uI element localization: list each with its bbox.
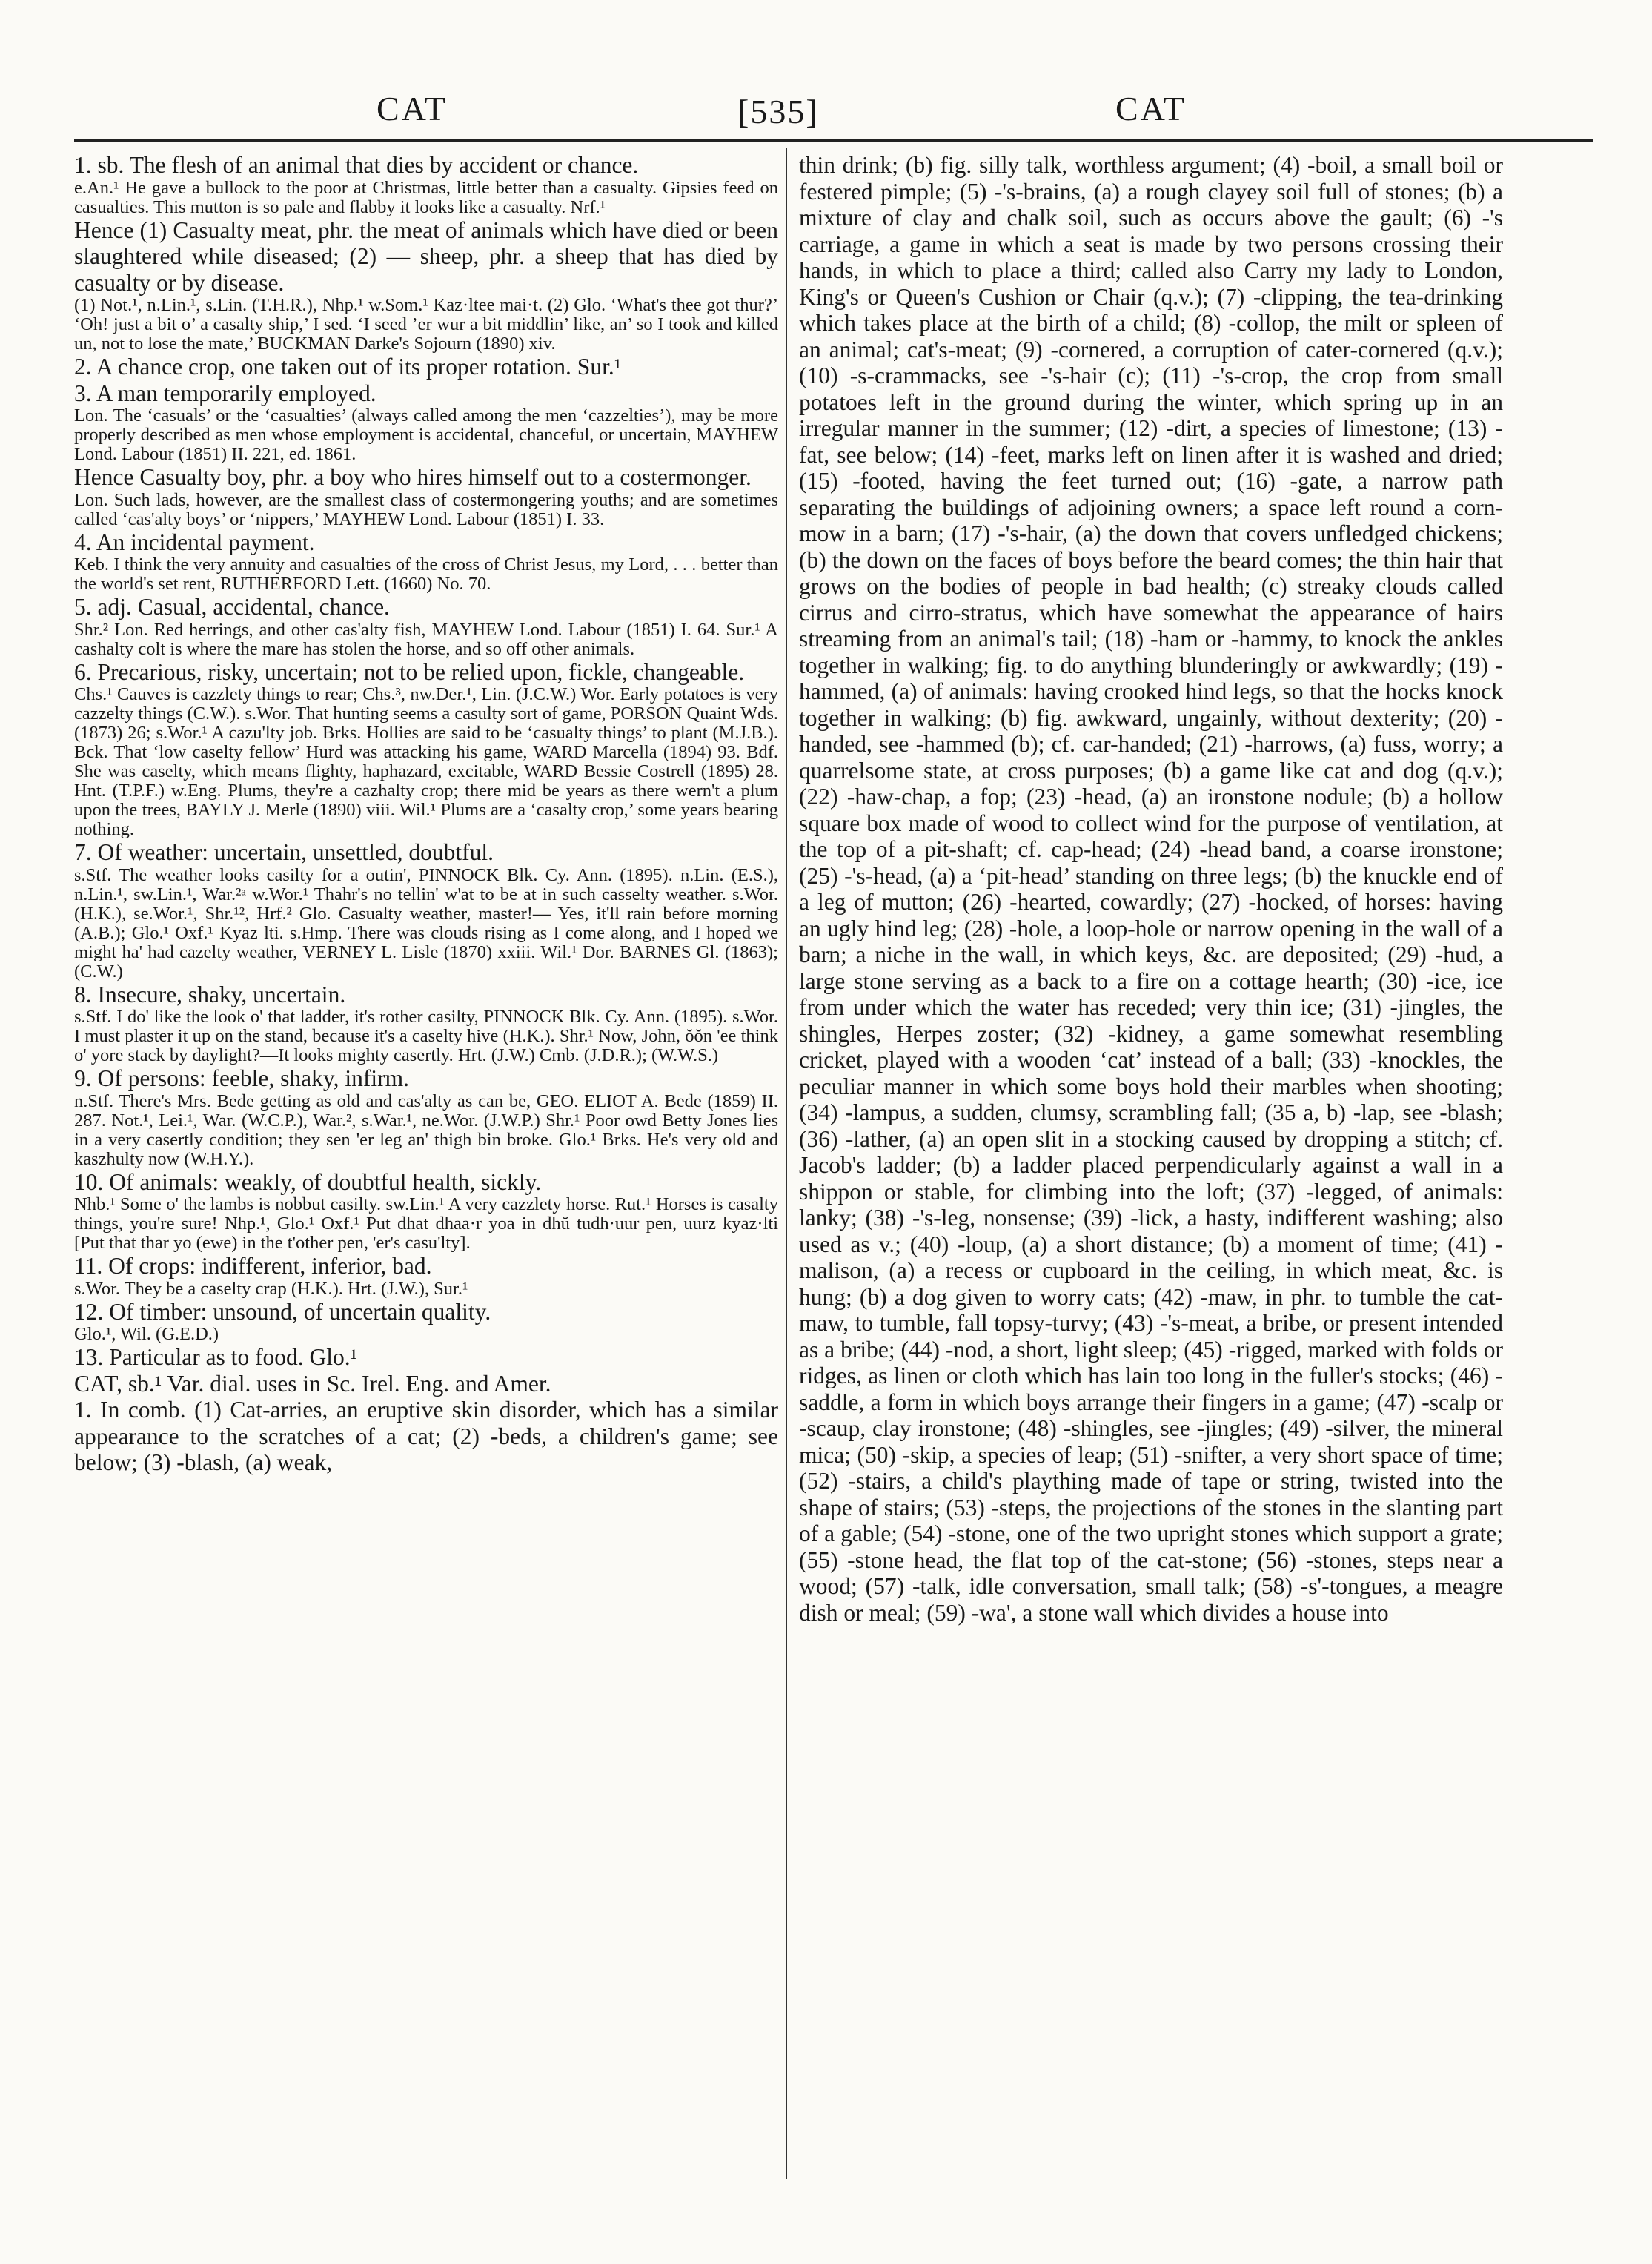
definition-paragraph: 5. adj. Casual, accidental, chance. — [74, 594, 390, 620]
column-divider — [786, 148, 787, 2179]
definition-paragraph: thin drink; (b) fig. silly talk, worthless argument; (4) -boil, a small boil or festered pimple; (5) -'s-brains, (a) a rough clayey soil full of stones; (b) a mixture of clay and chalk soil, such as occurs above the gault; (6) -'s carriage, a game in which a seat is made by two persons crossing their hands, in which to place a third; called also Carry my lady to London, King's or Queen's Cushion or Chair (q.v.); (7) -clipping, the tea-drinking which takes place at the birth of a child; (8) -collop, the milt or spleen of an animal; cat's-meat; (9) -cornered, a corruption of cater-cornered (q.v.); (10) -s-crammacks, see -'s-hair (c); (11) -'s-crop, the crop from small potatoes left in the ground during the winter, which spring up in an irregular manner in the summer; (12) -dirt, a species of limestone; (13) -fat, see below; (14) -feet, marks left on linen after it is washed and dried; (15) -footed, having the feet turned out; (16) -gate, a narrow path separating the buildings of adjoining owners; a space left round a corn-mow in a barn; (17) -'s-hair, (a) the down that covers unfledged chickens; (b) the down on the faces of boys before the beard comes; the thin hair that grows on the bodies of people in bad health; (c) streaky clouds called cirrus and cirro-stratus, which have somewhat the appearance of hairs streaming from an animal's tail; (18) -ham or -hammy, to knock the ankles together in walking; fig. to do anything blunderingly or awkwardly; (19) -hammed, (a) of animals: having crooked hind legs, so that the hocks knock together in walking; (b) fig. awkward, ungainly, without dexterity; (20) -handed, see -hammed (b); cf. car-handed; (21) -harrows, (a) fuss, worry; a quarrelsome state, at cross purposes; (b) a game like cat and dog (q.v.); (22) -haw-chap, a fop; (23) -head, (a) an ironstone nodule; (b) a hollow square box made of wood to collect wind for the purpose of ventilation, at the top of a pit-shaft; cf. cap-head; (24) -head band, a coarse ironstone; (25) -'s-head, (a) a ‘pit-head’ standing on three legs; (b) the knuckle end of a leg of mutton; (26) -hearted, cowardly; (27) -hocked, of horses: having an ugly hind leg; (28) -hole, a loop-hole or narrow opening in the wall of a barn; a niche in the wall, in which keys, &c. are deposited; (29) -hud, a large stone serving as a back to a fire on a cottage hearth; (30) -ice, ice from under which the water has receded; very thin ice; (31) -jingles, the shingles, Herpes zoster; (32) -kidney, a game somewhat resembling cricket, played with a wooden ‘cat’ instead of a ball; (33) -knockles, the peculiar manner in which some boys hold their marbles when shooting; (34) -lampus, a sudden, clumsy, scrambling fall; (35 a, b) -lap, see -blash; (36) -lather, (a) an open slit in a stocking caused by dropping a stitch; cf. Jacob's ladder; (b) a ladder placed perpendicularly against a wall in a shippon or stable, for climbing into the loft; (37) -legged, of animals: lanky; (38) -'s-leg, nonsense; (39) -lick, a hasty, indifferent washing; also used as v.; (40) -loup, (a) a short distance; (b) a moment of time; (41) -malison, (a) a recess or cupboard in the ceiling, in which meat, &c. is hung; (b) a dog given to worry cats; (42) -maw, in phr. to tumble the cat-maw, to tumble, fall topsy-turvy; (43) -'s-meat, a bribe, or present intended as a bribe; (44) -nod, a short, light sleep; (45) -rigged, marked with folds or ridges, as linen or cloth which has lain too long in the fuller's stocks; (46) -saddle, a form in which boys arrange their fingers in a game; (47) -scalp or -scaup, clay ironstone; (48) -shingles, see -jingles; (49) -silver, the mineral mica; (50) -skip, a species of leap; (51) -snifter, a very short space of time; (52) -stairs, a child's plaything made of tape or string, twisted into the shape of stairs; (53) -steps, the projections of the stones in the slanting part of a gable; (54) -stone, one of the two upright stones which support a grate; (55) -stone head, the flat top of the cat-stone; (56) -stones, steps near a wood; (57) -talk, idle conversation, small talk; (58) -s'-tongues, a meagre dish or meal; (59) -wa', a stone wall which divides a house into — [799, 152, 1503, 1626]
definition-paragraph: Hence (1) Casualty meat, phr. the meat of animals which have died or been slaughtered while diseased; (2) — sheep, phr. a sheep that has died by casualty or by disease. — [74, 216, 778, 296]
definition-paragraph: 12. Of timber: unsound, of uncertain quality. — [74, 1298, 491, 1325]
definition-paragraph: CAT, sb.¹ Var. dial. uses in Sc. Irel. Eng. and Amer. — [74, 1370, 551, 1397]
definition-paragraph: 6. Precarious, risky, uncertain; not to be relied upon, fickle, changeable. — [74, 658, 745, 685]
definition-paragraph: 11. Of crops: indifferent, inferior, bad. — [74, 1253, 432, 1279]
left-column — [74, 152, 778, 1476]
definition-paragraph: 4. An incidental payment. — [74, 529, 315, 555]
definition-paragraph: 2. A chance crop, one taken out of its proper rotation. Sur.¹ — [74, 354, 622, 380]
citation-paragraph: e.An.¹ He gave a bullock to the poor at Christmas, little better than a casualty. Gipsies feed on casualties. This mutton is so pale and flabby it looks like a casualty. Nrf.¹ — [74, 177, 778, 217]
page-number: [535] — [737, 93, 819, 130]
citation-paragraph: Chs.¹ Cauves is cazzlety things to rear; Chs.³, nw.Der.¹, Lin. (J.C.W.) Wor. Early potatoes is very cazzelty things (C.W.). s.Wor. That hunting seems a casulty sort of game, PORSON Quaint Wds. (1873) 26; s.Wor.¹ A cazu'lty job. Brks. Hollies are said to be ‘casualty things’ to plant (M.J.B.). Bck. That ‘low caselty fellow’ Hurd was attacking his game, WARD Marcella (1894) 93. Bdf. She was caselty, which means flighty, haphazard, excitable, WARD Bessie Costrell (1895) 28. Hnt. (T.P.F.) w.Eng. Plums, they're a cazhalty crop; there mid be years as there wern't a plum upon the trees, BAYLY J. Merle (1890) viii. Wil.¹ Plums are a ‘casalty crop,’ some years bearing nothing. — [74, 684, 778, 839]
citation-paragraph: Shr.² Lon. Red herrings, and other cas'alty fish, MAYHEW Lond. Labour (1851) I. 64. Sur.¹ A cashalty colt is where the mare has stolen the horse, and so off other animals. — [74, 619, 778, 659]
citation-paragraph: s.Wor. They be a caselty crap (H.K.). Hrt. (J.W.), Sur.¹ — [74, 1278, 468, 1299]
citation-paragraph: Lon. The ‘casuals’ or the ‘casualties’ (always called among the men ‘cazzelties’), may be more properly described as men whose employment is accidental, chanceful, or uncertain, MAYHEW Lond. Labour (1851) II. 221, ed. 1861. — [74, 406, 778, 464]
page-header — [0, 89, 1652, 141]
running-head-left: CAT — [376, 90, 448, 128]
header-rule — [74, 139, 1593, 142]
citation-paragraph: Lon. Such lads, however, are the smallest class of costermongering youths; and are sometimes called ‘cas'alty boys’ or ‘nippers,’ MAYHEW Lond. Labour (1851) I. 33. — [74, 489, 778, 529]
citation-paragraph: s.Stf. I do' like the look o' that ladder, it's rother casilty, PINNOCK Blk. Cy. Ann. (1895). s.Wor. I must plaster it up on the stand, because it's a caselty hive (H.K.). Shr.¹ Now, John, ŏŏn 'ee think o' yore stack by daylight?—It looks mighty casertly. Hrt. (J.W.) Cmb. (J.D.R.); (W.W.S.) — [74, 1007, 778, 1065]
definition-paragraph: 3. A man temporarily employed. — [74, 380, 376, 406]
definition-paragraph: 7. Of weather: uncertain, unsettled, doubtful. — [74, 839, 494, 865]
definition-paragraph: 1. In comb. (1) Cat-arries, an eruptive skin disorder, which has a similar appearance to the scratches of a cat; (2) -beds, a children's game; see below; (3) -blash, (a) weak, — [74, 1397, 778, 1475]
citation-paragraph: Glo.¹, Wil. (G.E.D.) — [74, 1324, 219, 1344]
right-column — [799, 152, 1503, 1626]
citation-paragraph: s.Stf. The weather looks casilty for a outin', PINNOCK Blk. Cy. Ann. (1895). n.Lin. (E.S.), n.Lin.¹, sw.Lin.¹, War.²ᵃ w.Wor.¹ Thahr's no tellin' w'at to be at in such casselty weather. s.Wor. (H.K.), se.Wor.¹, Shr.¹², Hrf.² Glo. Casualty weather, master!— Yes, it'll rain before morning (A.B.); Glo.¹ Oxf.¹ Kyaz lti. s.Hmp. There was clouds rising as I come along, and I hoped we might ha' had cazelty weather, VERNEY L. Lisle (1870) xxiii. Wil.¹ Dor. BARNES Gl. (1863); (C.W.) — [74, 864, 778, 982]
definition-paragraph: 8. Insecure, shaky, uncertain. — [74, 981, 346, 1007]
citation-paragraph: Nhb.¹ Some o' the lambs is nobbut casilty. sw.Lin.¹ A very cazzlety horse. Rut.¹ Horses is casalty things, you're sure! Nhp.¹, Glo.¹ Oxf.¹ Put dhat dhaa·r yoa in dhŭ tudh·uur pen, uurz kyaz·lti [Put that thar yo (ewe) in the t'other pen, 'er's casu'lty]. — [74, 1194, 778, 1253]
definition-paragraph: 13. Particular as to food. Glo.¹ — [74, 1344, 358, 1370]
citation-paragraph: Keb. I think the very annuity and casualties of the cross of Christ Jesus, my Lord, . . . better than the world's set rent, RUTHERFORD Lett. (1660) No. 70. — [74, 555, 778, 594]
running-head-right: CAT — [1115, 90, 1187, 128]
citation-paragraph: n.Stf. There's Mrs. Bede getting as old and cas'alty as can be, GEO. ELIOT A. Bede (1859) II. 287. Not.¹, Lei.¹, War. (W.C.P.), War.², s.War.¹, ne.Wor. (J.W.P.) Shr.¹ Poor owd Betty Jones lies in a very casertly condition; they sen 'er leg an' thigh bin broke. Glo.¹ Brks. He's very old and kaszhulty now (W.H.Y.). — [74, 1090, 778, 1169]
definition-paragraph: 1. sb. The flesh of an animal that dies by accident or chance. — [74, 152, 639, 178]
definition-paragraph: Hence Casualty boy, phr. a boy who hires himself out to a costermonger. — [74, 464, 752, 490]
citation-paragraph: (1) Not.¹, n.Lin.¹, s.Lin. (T.H.R.), Nhp.¹ w.Som.¹ Kaz·ltee mai·t. (2) Glo. ‘What's thee got thur?’ ‘Oh! just a bit o’ a casalty ship,’ I sed. ‘I seed ’er wur a bit middlin’ like, an’ so I took and killed un, not to lose the mate,’ BUCKMAN Darke's Sojourn (1890) xiv. — [74, 295, 778, 354]
definition-paragraph: 10. Of animals: weakly, of doubtful health, sickly. — [74, 1168, 542, 1195]
definition-paragraph: 9. Of persons: feeble, shaky, infirm. — [74, 1065, 409, 1091]
